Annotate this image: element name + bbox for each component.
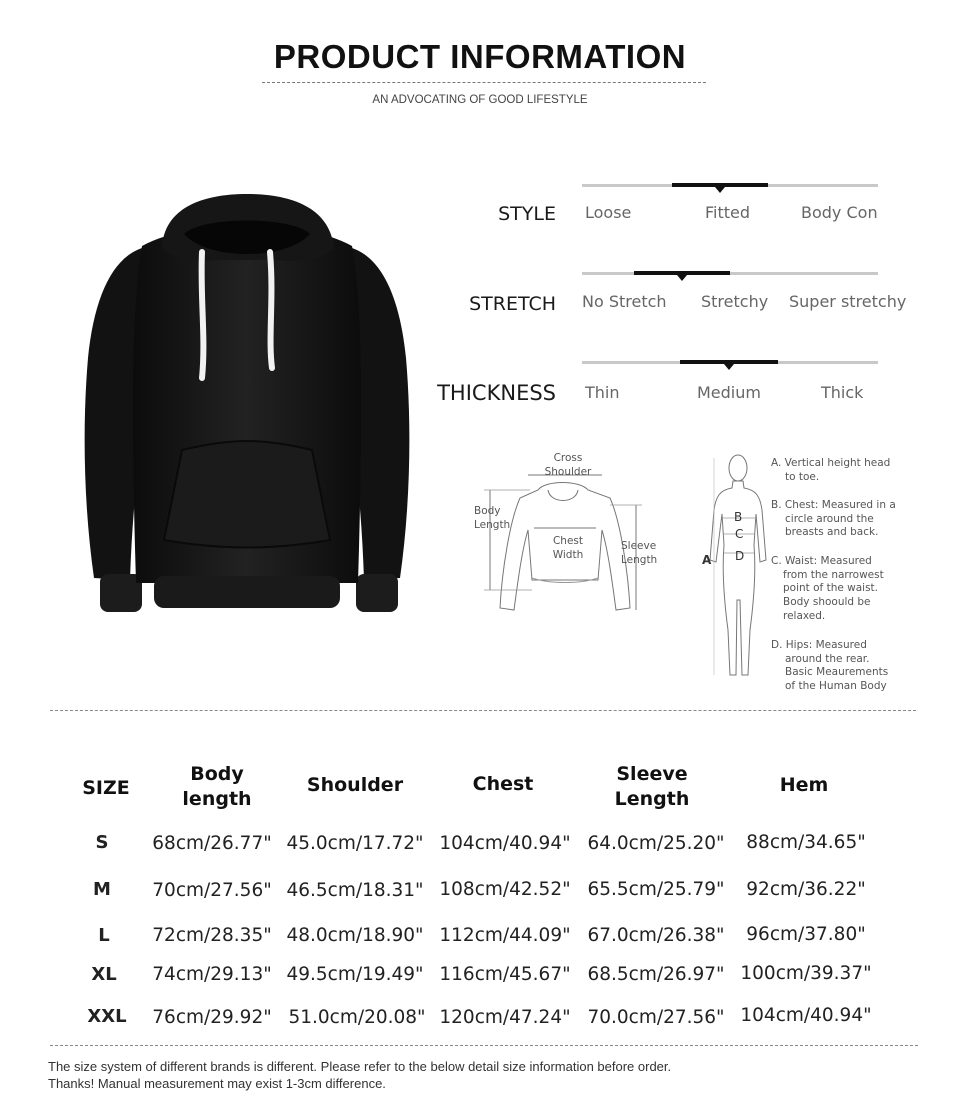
section-divider (50, 710, 916, 711)
marker-b: B (734, 510, 743, 524)
style-option-bodycon: Body Con (801, 203, 878, 222)
thickness-scale-pointer (724, 364, 734, 370)
body-length-label: Body Length (474, 505, 511, 531)
table-cell: 68.5cm/26.97" (587, 964, 725, 985)
table-cell: 67.0cm/26.38" (587, 925, 725, 946)
marker-d: D (735, 549, 745, 563)
page-subtitle: AN ADVOCATING OF GOOD LIFESTYLE (372, 94, 588, 106)
stretch-option-stretchy: Stretchy (701, 292, 769, 311)
table-cell: 104cm/40.94" (740, 1005, 872, 1026)
footer-divider (50, 1045, 918, 1046)
table-header-hem: Hem (779, 774, 829, 796)
table-cell: 70cm/27.56" (152, 880, 272, 901)
table-cell: 112cm/44.09" (439, 925, 571, 946)
stretch-scale-track (582, 272, 878, 275)
table-cell: 116cm/45.67" (439, 964, 571, 985)
thickness-option-medium: Medium (697, 383, 761, 402)
style-scale-pointer (715, 187, 725, 193)
table-header-shoulder: Shoulder (306, 774, 404, 796)
chest-width-label: Chest Width (552, 535, 584, 561)
body-note-b: B. Chest: Measured in a circle around the breasts and back. (771, 499, 896, 539)
table-cell: 46.5cm/18.31" (286, 880, 424, 901)
attr-label-style: STYLE (498, 203, 556, 225)
marker-a: A (702, 553, 712, 567)
table-row-size: L (98, 925, 110, 946)
stretch-scale-pointer (677, 275, 687, 281)
cross-shoulder-label: Cross Shoulder (544, 452, 592, 478)
table-cell: 68cm/26.77" (152, 833, 272, 854)
table-cell: 108cm/42.52" (439, 879, 571, 900)
body-note-d: D. Hips: Measured around the rear. Basic Meaurements of the Human Body (771, 639, 889, 692)
table-row-size: M (93, 879, 111, 900)
table-row-size: S (95, 832, 109, 853)
measurement-note: Thanks! Manual measurement may exist 1-3cm difference. (48, 1076, 386, 1091)
attr-label-stretch: STRETCH (469, 293, 556, 315)
table-row-size: XXL (87, 1006, 127, 1027)
table-cell: 51.0cm/20.08" (288, 1007, 426, 1028)
stretch-option-none: No Stretch (582, 292, 667, 311)
table-cell: 64.0cm/25.20" (587, 833, 725, 854)
table-cell: 100cm/39.37" (740, 963, 872, 984)
body-note-a: A. Vertical height head to toe. (771, 457, 891, 483)
sleeve-length-label: Sleeve Length (621, 540, 658, 566)
thickness-option-thick: Thick (821, 383, 864, 402)
attr-label-thickness: THICKNESS (437, 381, 556, 405)
table-cell: 45.0cm/17.72" (286, 833, 424, 854)
table-cell: 120cm/47.24" (439, 1007, 571, 1028)
style-option-fitted: Fitted (705, 203, 751, 222)
table-header-sleeve-length: Sleeve Length (614, 763, 690, 810)
body-measure-diagram (700, 450, 770, 685)
table-row-size: XL (91, 964, 117, 985)
page-title: PRODUCT INFORMATION (273, 38, 687, 75)
stretch-option-super: Super stretchy (789, 292, 907, 311)
title-divider (262, 82, 706, 83)
table-cell: 72cm/28.35" (152, 925, 272, 946)
table-cell: 74cm/29.13" (152, 964, 272, 985)
marker-c: C (735, 527, 744, 541)
table-cell: 96cm/37.80" (746, 924, 866, 945)
table-header-chest: Chest (472, 773, 534, 795)
table-cell: 65.5cm/25.79" (587, 879, 725, 900)
table-cell: 70.0cm/27.56" (587, 1007, 725, 1028)
size-disclaimer: The size system of different brands is different. Please refer to the below detail size information before order. (48, 1059, 672, 1074)
table-header-body-length: Body length (182, 763, 252, 810)
table-cell: 76cm/29.92" (152, 1007, 272, 1028)
style-option-loose: Loose (585, 203, 632, 222)
table-cell: 88cm/34.65" (746, 832, 866, 853)
table-cell: 92cm/36.22" (746, 879, 866, 900)
body-note-c: C. Waist: Measured from the narrowest point of the waist. Body shoould be relaxed. (771, 555, 884, 622)
table-cell: 48.0cm/18.90" (286, 925, 424, 946)
thickness-option-thin: Thin (585, 383, 620, 402)
table-cell: 104cm/40.94" (439, 833, 571, 854)
table-cell: 49.5cm/19.49" (286, 964, 424, 985)
table-header-size: SIZE (82, 777, 130, 799)
